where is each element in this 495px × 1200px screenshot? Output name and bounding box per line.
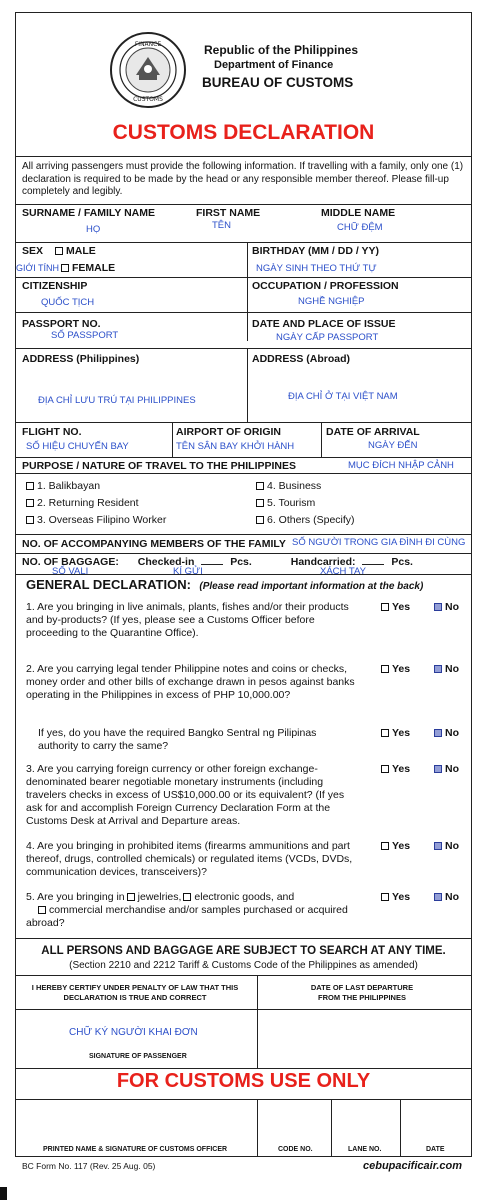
purpose-4-checkbox[interactable] [256, 482, 264, 490]
q5-intro: 5. Are you bringing in [26, 891, 125, 903]
sex-field[interactable]: GIỚI TÍNH [16, 263, 60, 273]
site-url: cebupacificair.com [363, 1160, 463, 1172]
customs-use-title: FOR CUSTOMS USE ONLY [116, 1070, 371, 1092]
q5-yes-label: Yes [392, 891, 411, 903]
purpose-option-5: 5. Tourism [267, 497, 316, 509]
q2-yes-checkbox[interactable] [381, 665, 389, 673]
citizenship-label: CITIZENSHIP [22, 280, 88, 292]
q1-no-checkbox[interactable] [434, 603, 442, 611]
pcs-label-2: Pcs. [391, 556, 413, 568]
q5-no-label: No [445, 891, 459, 903]
q5-jewelries: jewelries, [137, 891, 182, 903]
purpose-option-1: 1. Balikbayan [37, 480, 101, 492]
sex-label: SEX [22, 245, 44, 257]
question-5 [26, 891, 361, 930]
family-field[interactable]: SỐ NGƯỜI TRONG GIA ĐÌNH ĐI CÙNG [292, 537, 466, 548]
bureau-line: BUREAU OF CUSTOMS [202, 75, 354, 90]
occupation-field[interactable]: NGHỀ NGHIỆP [298, 296, 365, 307]
checked-in-label: Checked-in [137, 556, 195, 568]
first-name-field[interactable]: TÊN [212, 220, 231, 231]
purpose-label: PURPOSE / NATURE OF TRAVEL TO THE PHILIPPINES [22, 460, 297, 472]
electronics-checkbox[interactable] [183, 893, 191, 901]
search-section-note: (Section 2210 and 2212 Tariff & Customs Code of the Philippines as amended) [69, 960, 418, 971]
female-label: FEMALE [72, 262, 116, 274]
purpose-option-4: 4. Business [267, 480, 322, 492]
q1-no-label: No [445, 601, 459, 613]
q2b-yes-label: Yes [392, 727, 411, 739]
family-label: NO. OF ACCOMPANYING MEMBERS OF THE FAMILY [22, 538, 286, 550]
q4-yes-label: Yes [392, 840, 411, 852]
citizenship-field[interactable]: QUỐC TỊCH [41, 297, 95, 308]
airport-field[interactable]: TÊN SÂN BAY KHỞI HÀNH [176, 441, 295, 452]
question-1: 1. Are you bringing in live animals, plants, fishes and/or their products and by-products? (If yes, please see a Customs Officer before proceeding to the Quarantine Office). [26, 601, 349, 639]
republic-line: Republic of the Philippines [204, 43, 359, 57]
arrival-label: DATE OF ARRIVAL [326, 426, 420, 438]
q3-yes-label: Yes [392, 763, 411, 775]
purpose-3-checkbox[interactable] [26, 516, 34, 524]
q3-no-checkbox[interactable] [434, 765, 442, 773]
purpose-field[interactable]: MỤC ĐÍCH NHẬP CẢNH [348, 460, 454, 471]
middle-name-field[interactable]: CHỮ ĐỆM [337, 222, 383, 233]
q2b-no-label: No [445, 727, 459, 739]
baggage-label: NO. OF BAGGAGE: [22, 556, 119, 568]
jewelries-checkbox[interactable] [127, 893, 135, 901]
issue-label: DATE AND PLACE OF ISSUE [252, 318, 396, 330]
passport-field[interactable]: SỐ PASSPORT [51, 330, 119, 341]
birthday-label: BIRTHDAY (MM / DD / YY) [252, 245, 379, 257]
q3-no-label: No [445, 763, 459, 775]
q3-yes-checkbox[interactable] [381, 765, 389, 773]
baggage-count-field[interactable]: SỐ VALI [52, 566, 89, 577]
address-ph-field[interactable]: ĐỊA CHỈ LƯU TRÚ TẠI PHILIPPINES [38, 395, 196, 406]
address-ph-label: ADDRESS (Philippines) [22, 353, 140, 365]
purpose-6-checkbox[interactable] [256, 516, 264, 524]
passenger-signature-field[interactable]: CHỮ KÝ NGƯỜI KHAI ĐƠN [69, 1027, 198, 1038]
svg-text:CUSTOMS: CUSTOMS [133, 96, 163, 103]
q5-no-checkbox[interactable] [434, 893, 442, 901]
first-name-label: FIRST NAME [196, 207, 261, 219]
q2-no-label: No [445, 663, 459, 675]
male-checkbox[interactable] [55, 247, 63, 255]
q5-yes-checkbox[interactable] [381, 893, 389, 901]
airport-label: AIRPORT OF ORIGIN [176, 426, 281, 438]
general-declaration-title: GENERAL DECLARATION: [26, 577, 191, 592]
q4-yes-checkbox[interactable] [381, 842, 389, 850]
svg-text:FINANCE: FINANCE [134, 41, 162, 48]
date-label: DATE [426, 1146, 445, 1153]
lane-no-label: LANE NO. [348, 1146, 382, 1153]
certify-text: I HEREBY CERTIFY UNDER PENALTY OF LAW THAT THIS DECLARATION IS TRUE AND CORRECT [31, 983, 239, 1002]
purpose-2-checkbox[interactable] [26, 499, 34, 507]
handcarried-field[interactable]: XÁCH TAY [320, 566, 366, 577]
intro-text: All arriving passengers must provide the following information. If travelling with a family, only one (1) declaration is required to be made by the head or any responsible member thereof. Please fill-up completely and legibly. [22, 161, 464, 197]
passport-label: PASSPORT NO. [22, 318, 101, 330]
purpose-5-checkbox[interactable] [256, 499, 264, 507]
arrival-field[interactable]: NGÀY ĐẾN [368, 440, 418, 451]
form-number: BC Form No. 117 (Rev. 25 Aug. 05) [22, 1161, 156, 1171]
birthday-field[interactable]: NGÀY SINH THEO THỨ TỰ [256, 263, 377, 274]
question-2b: If yes, do you have the required Bangko Sentral ng Pilipinas authority to carry the same? [38, 727, 317, 752]
purpose-1-checkbox[interactable] [26, 482, 34, 490]
q1-yes-checkbox[interactable] [381, 603, 389, 611]
female-checkbox[interactable] [61, 264, 69, 272]
male-label: MALE [66, 245, 96, 257]
purpose-option-3: 3. Overseas Filipino Worker [37, 514, 167, 526]
surname-label: SURNAME / FAMILY NAME [22, 207, 156, 219]
last-departure-label: DATE OF LAST DEPARTURE FROM THE PHILIPPINES [310, 983, 414, 1002]
edge-mark [0, 1187, 7, 1200]
purpose-option-6: 6. Others (Specify) [267, 514, 355, 526]
occupation-label: OCCUPATION / PROFESSION [252, 280, 399, 292]
customs-declaration-form [15, 12, 472, 1157]
issue-field[interactable]: NGÀY CẤP PASSPORT [276, 332, 379, 343]
merchandise-checkbox[interactable] [38, 906, 46, 914]
q2-no-checkbox[interactable] [434, 665, 442, 673]
q2b-no-checkbox[interactable] [434, 729, 442, 737]
search-notice: ALL PERSONS AND BAGGAGE ARE SUBJECT TO SEARCH AT ANY TIME. [41, 945, 446, 957]
q4-no-checkbox[interactable] [434, 842, 442, 850]
middle-name-label: MIDDLE NAME [321, 207, 396, 219]
form-title: CUSTOMS DECLARATION [112, 121, 375, 144]
checked-in-field[interactable]: KÍ GỬI [173, 566, 203, 577]
q5-electronics: electronic goods, and [194, 891, 295, 903]
q2-yes-label: Yes [392, 663, 411, 675]
code-no-label: CODE NO. [278, 1146, 313, 1153]
department-line: Department of Finance [214, 59, 334, 71]
q1-yes-label: Yes [392, 601, 411, 613]
bureau-seal [109, 31, 187, 109]
question-3: 3. Are you carrying foreign currency or other foreign exchange-denominated bearer negotiable monetary instruments (including travelers checks in excess of US$10,000.00 or its equivalent? (If yes ask for and accomplish Foreign Currency Declaration Form at the Customs Desk at Arrival and Departure areas. [26, 763, 345, 827]
handcarried-label: Handcarried: [290, 556, 356, 568]
q2b-yes-checkbox[interactable] [381, 729, 389, 737]
q4-no-label: No [445, 840, 459, 852]
last-departure-field[interactable] [274, 1013, 464, 1063]
purpose-option-2: 2. Returning Resident [37, 497, 139, 509]
surname-field[interactable]: HỌ [86, 224, 101, 235]
officer-label: PRINTED NAME & SIGNATURE OF CUSTOMS OFFICER [43, 1146, 228, 1153]
pcs-label-1: Pcs. [230, 556, 252, 568]
question-4: 4. Are you bringing in prohibited items (firearms ammunitions and part thereof, drugs, controlled chemicals) or regulated items (VCDs, DVDs, communication devices, transceivers)? [26, 840, 353, 878]
signature-label: SIGNATURE OF PASSENGER [89, 1053, 187, 1060]
address-abroad-field[interactable]: ĐỊA CHỈ Ở TẠI VIỆT NAM [288, 391, 398, 402]
address-abroad-label: ADDRESS (Abroad) [252, 353, 351, 365]
general-declaration-note: (Please read important information at the back) [199, 581, 424, 592]
q5-merchandise: commercial merchandise and/or samples purchased or acquired abroad? [26, 904, 348, 929]
flight-field[interactable]: SỐ HIỆU CHUYẾN BAY [26, 441, 129, 452]
question-2: 2. Are you carrying legal tender Philippine notes and coins or checks, money order and other bills of exchange drawn in pesos against banks operating in the Philippines in excess of PHP 10,000.00? [26, 663, 355, 701]
flight-label: FLIGHT NO. [22, 426, 82, 438]
